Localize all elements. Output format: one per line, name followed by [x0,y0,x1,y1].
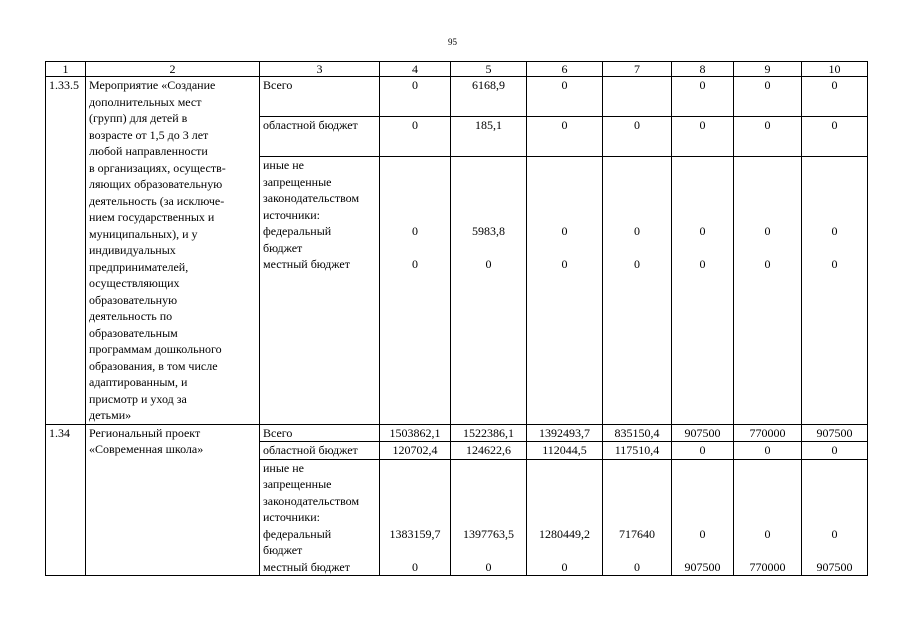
source-line: местный бюджет [263,559,350,574]
value-cell: 0 [672,117,734,157]
header-row [46,62,868,77]
source-line: законодательством [263,493,360,508]
item-name-line: адаптированным, и [89,375,188,389]
value-cell [734,459,802,576]
header-cell: 10 [802,62,868,77]
federal-value: 0 [634,224,640,239]
value-cell [603,77,672,117]
federal-value: 0 [699,224,706,239]
local-value: 770000 [749,559,786,574]
local-value: 0 [634,257,640,272]
item-name-line: возрасте от 1,5 до 3 лет [89,127,209,142]
value-cell [380,157,451,424]
item-name-line: образовательным [89,325,178,340]
item-name-line: «Современная школа» [89,442,204,456]
local-value: 0 [764,257,771,272]
federal-value: 717640 [619,526,655,541]
local-value: 0 [412,257,418,272]
value-cell: 0 [734,442,802,460]
value-cell [451,459,527,576]
value-cell: 0 [672,77,734,117]
source-line: запрещенные [263,174,332,189]
item-name-line: любой направленности [89,144,208,158]
header-cell: 5 [451,62,527,77]
local-value: 0 [831,257,838,272]
local-value: 0 [699,257,706,272]
federal-value: 0 [412,224,418,239]
value-cell: 1503862,1 [380,424,451,442]
value-cell: 120702,4 [380,442,451,460]
header-cell: 2 [86,62,260,77]
source-line: местный бюджет [263,257,350,272]
item-name-line: образования, в том числе [89,358,218,373]
value-cell: 0 [802,77,868,117]
value-cell: 6168,9 [451,77,527,117]
value-cell: 0 [802,117,868,157]
header-cell: 3 [260,62,380,77]
value-cell: 0 [734,77,802,117]
source-line: источники: [263,207,320,222]
item-name-line: Мероприятие «Создание [89,78,216,92]
source-line: запрещенные [263,477,332,491]
federal-value: 0 [764,224,771,239]
header-cell: 4 [380,62,451,77]
federal-value: 0 [831,526,838,541]
value-cell: 0 [527,77,603,117]
value-cell: 117510,4 [603,442,672,460]
item-name [86,77,260,425]
item-code: 1.33.5 [46,77,86,425]
local-value: 0 [412,559,418,574]
header-cell: 1 [46,62,86,77]
source-line: федеральный [263,224,332,239]
item-name-line: ляющих образовательную [89,177,223,191]
budget-table [45,61,868,576]
value-cell: 0 [527,117,603,157]
value-cell [603,157,672,424]
source-label: областной бюджет [260,117,380,157]
item-name-line: осуществляющих [89,276,180,290]
item-name-line: в организациях, осуществ- [89,160,226,175]
item-name [86,424,260,576]
local-value: 907500 [816,559,853,574]
value-cell: 770000 [734,424,802,442]
source-label: Всего [260,77,380,117]
federal-value: 0 [831,224,838,239]
header-cell: 9 [734,62,802,77]
local-value: 0 [485,559,492,574]
federal-value: 0 [699,526,706,541]
source-label: областной бюджет [260,442,380,460]
item-code: 1.34 [46,424,86,576]
federal-value: 0 [561,224,568,239]
item-name-line: деятельность (за исключе- [89,193,225,208]
item-name-line: индивидуальных [89,243,176,257]
source-line: федеральный [263,526,332,541]
federal-value: 5983,8 [472,224,505,239]
value-cell: 907500 [802,424,868,442]
item-name-line: (групп) для детей в [89,111,188,125]
item-name-line: нием государственных и [89,210,215,224]
source-line: иные не [263,460,304,475]
item-name-line: муниципальных), и у [89,226,198,241]
local-value: 0 [561,257,568,272]
value-cell: 112044,5 [527,442,603,460]
item-name-line: присмотр и уход за [89,391,187,406]
header-cell: 8 [672,62,734,77]
source-line: бюджет [263,543,303,557]
item-name-line: деятельность по [89,309,173,323]
value-cell: 0 [380,77,451,117]
source-line: источники: [263,510,320,524]
value-cell: 0 [603,117,672,157]
page-number: 95 [448,37,457,47]
value-cell [672,459,734,576]
local-value: 0 [561,559,568,574]
value-cell: 835150,4 [603,424,672,442]
value-cell [603,459,672,576]
item-name-line: предпринимателей, [89,259,189,274]
value-cell: 124622,6 [451,442,527,460]
source-label: Всего [260,424,380,442]
federal-value: 1397763,5 [463,526,514,541]
source-line: иные не [263,158,304,173]
table-row [46,424,868,442]
value-cell [802,459,868,576]
value-cell [527,459,603,576]
item-name-line: дополнительных мест [89,94,202,109]
federal-value: 1383159,7 [389,526,441,541]
source-line: законодательством [263,191,360,206]
value-cell [734,157,802,424]
value-cell [451,157,527,424]
header-cell: 6 [527,62,603,77]
value-cell: 0 [802,442,868,460]
table-row [46,77,868,117]
local-value: 0 [634,559,640,574]
value-cell: 185,1 [451,117,527,157]
value-cell: 0 [734,117,802,157]
local-value: 0 [485,257,492,272]
value-cell: 0 [672,442,734,460]
value-cell [527,157,603,424]
federal-value: 1280449,2 [539,526,590,541]
value-cell: 907500 [672,424,734,442]
value-cell [380,459,451,576]
value-cell: 1522386,1 [451,424,527,442]
source-label-other [260,157,380,424]
local-value: 907500 [684,559,721,574]
item-name-line: Региональный проект [89,425,201,440]
value-cell: 1392493,7 [527,424,603,442]
item-name-line: детьми» [89,408,132,422]
value-cell [802,157,868,424]
item-name-line: программам дошкольного [89,342,222,356]
value-cell: 0 [380,117,451,157]
value-cell [672,157,734,424]
header-cell: 7 [603,62,672,77]
source-line: бюджет [263,240,303,255]
federal-value: 0 [764,526,771,541]
item-name-line: образовательную [89,292,178,307]
source-label-other [260,459,380,576]
